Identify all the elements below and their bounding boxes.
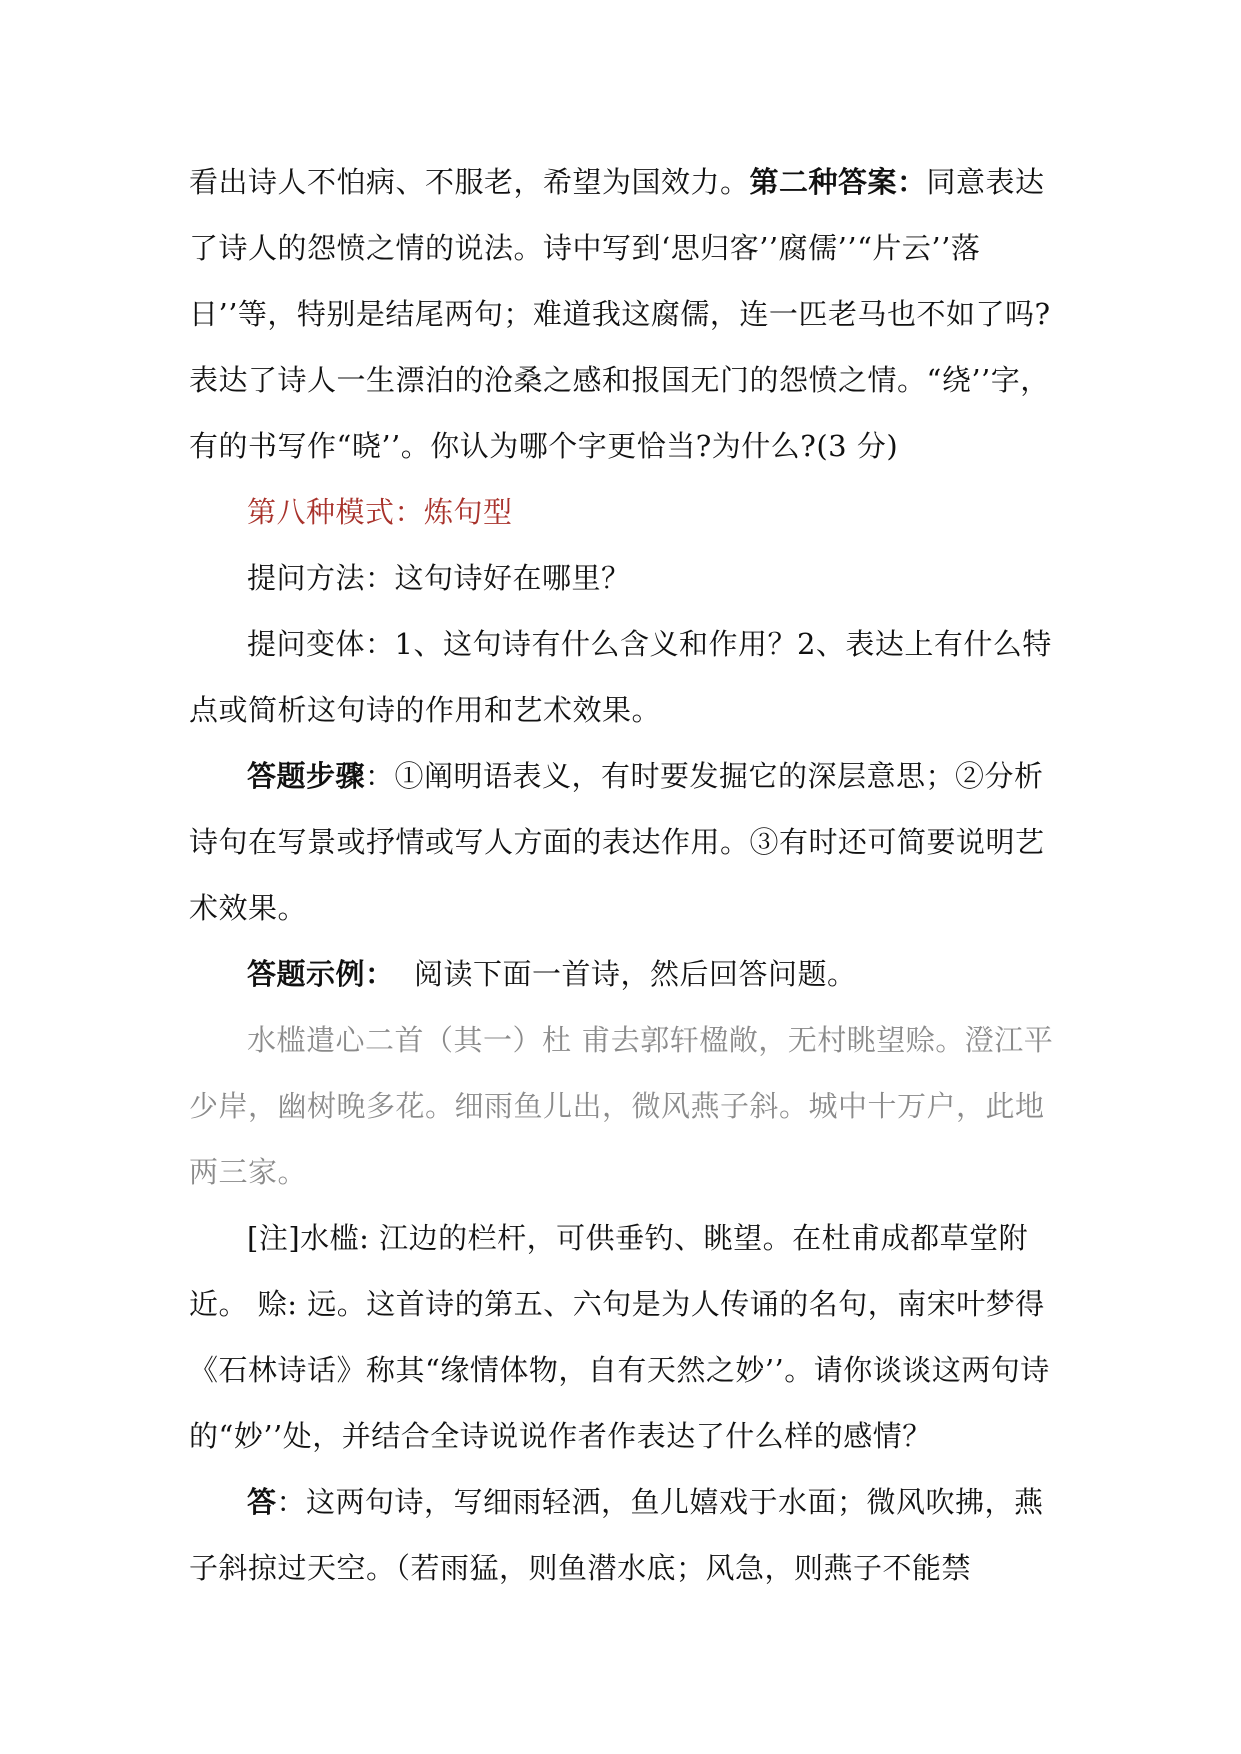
answer-paragraph [189, 1469, 1069, 1601]
section-heading [189, 479, 1069, 545]
answer-steps [189, 743, 1069, 941]
question-variant-text: 提问变体：1、这句诗有什么含义和作用？2、表达上有什么特点或简析这句诗的作用和艺术效果。 [189, 627, 1052, 727]
bold-label-answer: 答 [247, 1485, 277, 1519]
question-method [189, 545, 1069, 611]
paragraph-text: 同意表达了诗人的怨愤之情的说法。诗中写到‘思归客’’腐儒’’“片云’’落日’’等，特别是结尾两句；难道我这腐儒，连一匹老马也不如了吗?表达了诗人一生漂泊的沧桑之感和报国无门的怨愤之情。“绕’’字，有的书写作“晓’’。你认为哪个字更恰当?为什么?(3 分) [189, 165, 1051, 463]
note-text: [注]水槛: 江边的栏杆，可供垂钓、眺望。在杜甫成都草堂附近。 赊: 远。这首诗的第五、六句是为人传诵的名句，南宋叶梦得《石林诗话》称其“缘情体物，自有天然之妙’’。请你谈谈这两句诗的“妙’’处，并结合全诗说说作者作表达了什么样的感情？ [189, 1221, 1050, 1453]
question-method-text: 提问方法：这句诗好在哪里？ [247, 561, 631, 595]
paragraph-answer-two [189, 149, 1069, 479]
answer-text: ：这两句诗，写细雨轻洒，鱼儿嬉戏于水面；微风吹拂，燕子斜掠过天空。（若雨猛，则鱼潜水底；风急，则燕子不能禁 [189, 1485, 1044, 1585]
section-heading-text: 第八种模式：炼句型 [247, 495, 513, 529]
question-variant [189, 611, 1069, 743]
answer-example [189, 941, 1069, 1007]
answer-example-text: 阅读下面一首诗，然后回答问题。 [394, 957, 857, 991]
poem-text [189, 1007, 1069, 1205]
poem-body: 水槛遣心二首（其一）杜 甫去郭轩楹敞，无村眺望赊。澄江平少岸，幽树晚多花。细雨鱼儿出，微风燕子斜。城中十万户，此地两三家。 [189, 1023, 1054, 1189]
note-paragraph [189, 1205, 1069, 1469]
bold-label-second-answer: 第二种答案： [749, 165, 927, 199]
bold-label-example: 答题示例： [247, 957, 395, 991]
bold-label-steps: 答题步骤 [247, 759, 366, 793]
paragraph-text: 看出诗人不怕病、不服老，希望为国效力。 [189, 165, 750, 199]
answer-steps-text: ：①阐明语表义，有时要发掘它的深层意思；②分析诗句在写景或抒情或写人方面的表达作用。③有时还可简要说明艺术效果。 [189, 759, 1045, 925]
